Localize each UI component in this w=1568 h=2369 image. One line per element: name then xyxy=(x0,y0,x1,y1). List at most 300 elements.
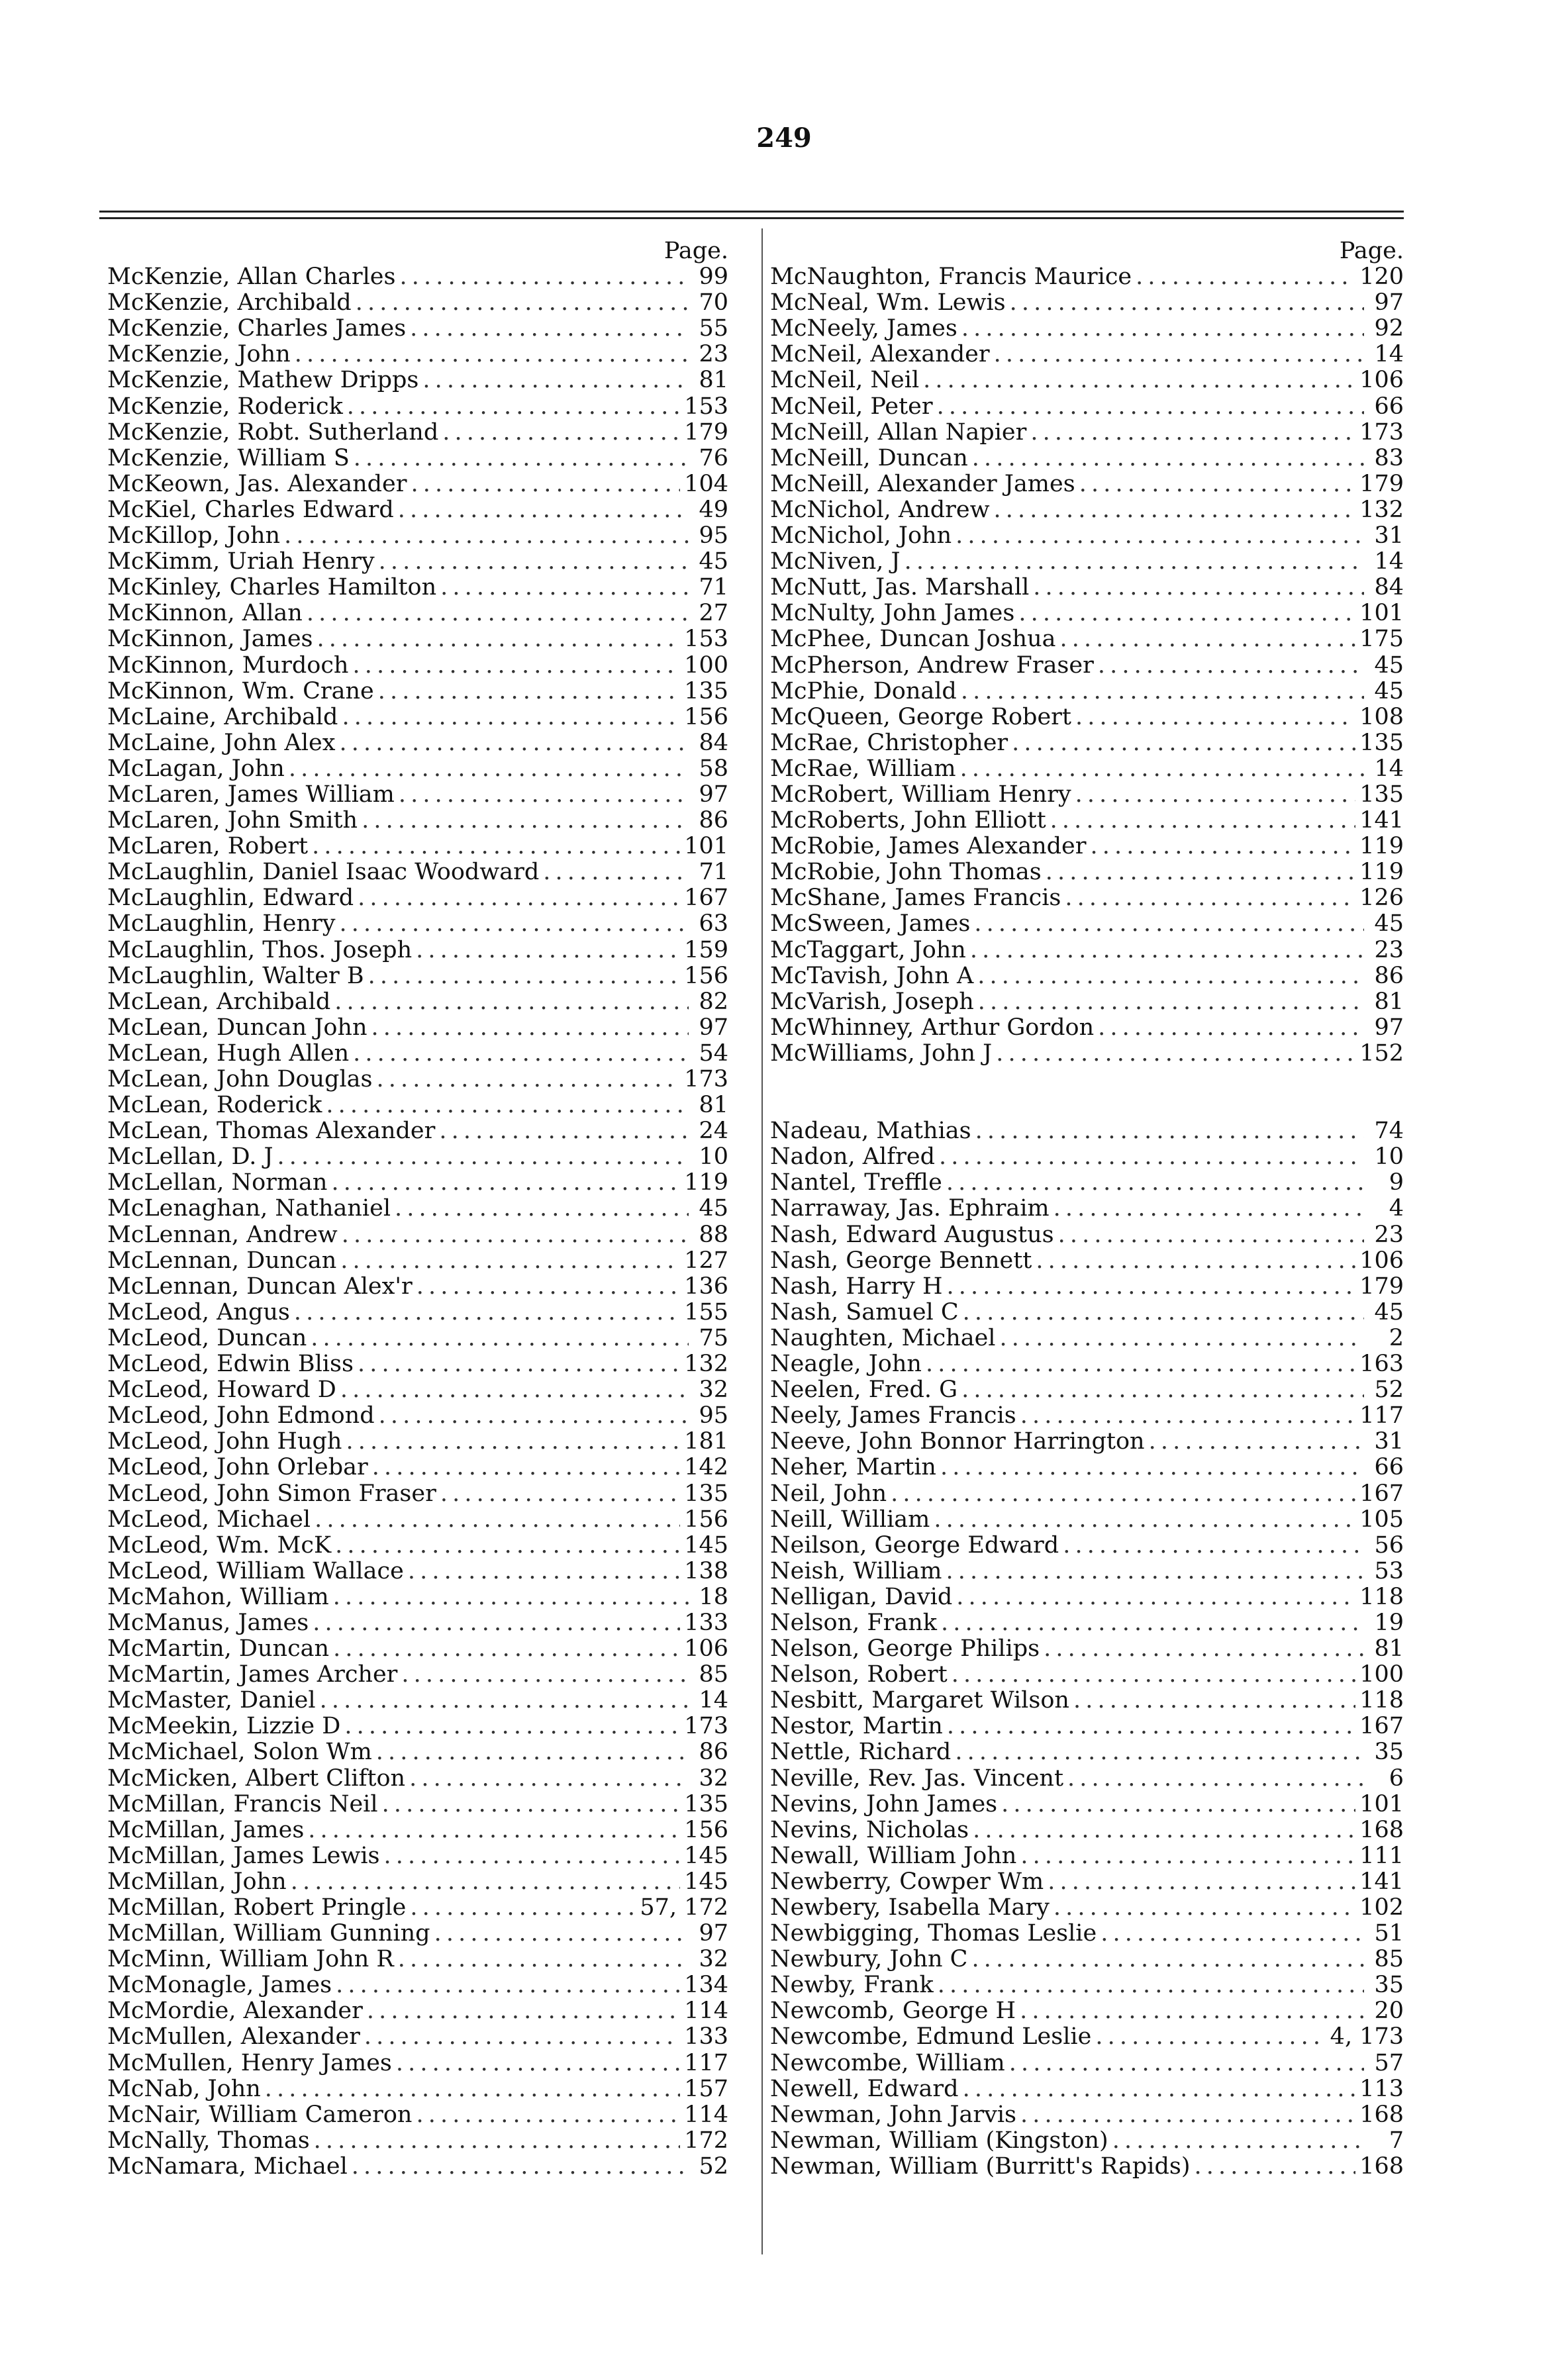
dot-leader xyxy=(367,1998,680,2024)
dot-leader xyxy=(941,1610,1364,1636)
index-entry xyxy=(107,1559,728,1584)
index-entry xyxy=(107,1688,728,1714)
index-entry xyxy=(770,523,1404,549)
dot-leader xyxy=(339,730,689,756)
index-entry xyxy=(107,1326,728,1351)
dot-leader xyxy=(939,1144,1364,1170)
entry-name: McMartin, Duncan xyxy=(107,1636,330,1663)
index-entry xyxy=(770,1817,1404,1843)
index-entry xyxy=(107,1455,728,1480)
index-entry xyxy=(107,497,728,523)
entry-name: McLeod, Duncan xyxy=(107,1325,307,1351)
entry-name: McMartin, James Archer xyxy=(107,1662,398,1688)
entry-name: McNeill, Allan Napier xyxy=(770,419,1027,446)
index-entry xyxy=(107,1248,728,1274)
entry-name: McLennan, Duncan Alex'r xyxy=(107,1273,413,1300)
index-entry xyxy=(770,1766,1404,1792)
entry-page: 155 xyxy=(684,1299,728,1326)
index-entry xyxy=(107,446,728,471)
index-entry xyxy=(107,575,728,601)
entry-page: 100 xyxy=(684,652,728,679)
entry-page: 108 xyxy=(1359,704,1404,730)
dot-leader xyxy=(362,808,689,834)
index-entry xyxy=(107,704,728,730)
entry-name: McKeown, Jas. Alexander xyxy=(107,471,407,497)
index-entry xyxy=(770,1041,1404,1067)
index-entry xyxy=(770,2051,1404,2076)
entry-page: 10 xyxy=(699,1144,728,1171)
entry-page: 106 xyxy=(1359,367,1404,394)
entry-name: McLaughlin, Henry xyxy=(107,911,336,938)
entry-page: 4, 173 xyxy=(1330,2024,1404,2051)
index-entry xyxy=(107,808,728,834)
dot-leader xyxy=(289,756,689,782)
entry-page: 101 xyxy=(684,834,728,860)
entry-page: 88 xyxy=(699,1222,728,1248)
index-entry xyxy=(107,1533,728,1559)
dot-leader xyxy=(311,1326,689,1351)
index-entry xyxy=(770,653,1404,679)
index-entry xyxy=(770,1118,1404,1144)
dot-leader xyxy=(352,653,680,679)
dot-leader xyxy=(977,963,1364,989)
entry-page: 141 xyxy=(1359,808,1404,834)
dot-leader xyxy=(376,1067,680,1092)
index-entry xyxy=(107,782,728,808)
index-entry xyxy=(770,1248,1404,1274)
index-entry xyxy=(107,523,728,549)
dot-leader xyxy=(973,1817,1355,1843)
dot-leader xyxy=(1010,290,1364,316)
entry-page: 106 xyxy=(1359,1247,1404,1274)
index-entry xyxy=(107,1584,728,1610)
entry-name: McWilliams, John J xyxy=(770,1040,993,1067)
entry-page: 82 xyxy=(699,989,728,1015)
dot-leader xyxy=(937,394,1364,420)
index-entry xyxy=(770,2024,1404,2050)
dot-leader xyxy=(956,523,1364,549)
dot-leader xyxy=(340,1248,680,1274)
entry-page: 86 xyxy=(1374,963,1404,989)
dot-leader xyxy=(1098,1015,1364,1041)
dot-leader xyxy=(442,420,680,446)
index-entry xyxy=(770,1403,1404,1429)
index-entry xyxy=(107,1998,728,2024)
entry-name: McMonagle, James xyxy=(107,1972,332,1999)
entry-name: Neilson, George Edward xyxy=(770,1532,1059,1559)
index-entry xyxy=(770,1921,1404,1947)
entry-name: McPhie, Donald xyxy=(770,678,957,704)
entry-name: McRoberts, John Elliott xyxy=(770,808,1046,834)
entry-page: 118 xyxy=(1359,1584,1404,1610)
entry-name: Newman, William (Burritt's Rapids) xyxy=(770,2153,1191,2180)
entry-name: McKinnon, Murdoch xyxy=(107,652,349,679)
entry-page: 18 xyxy=(699,1584,728,1610)
entry-name: McNeill, Duncan xyxy=(770,445,968,471)
left-column xyxy=(107,238,728,2180)
dot-leader xyxy=(354,446,689,471)
dot-leader xyxy=(307,601,689,626)
entry-page: 55 xyxy=(699,316,728,342)
index-entry xyxy=(770,2076,1404,2102)
entry-page: 52 xyxy=(1374,1377,1404,1404)
dot-leader xyxy=(410,316,689,342)
index-entry xyxy=(770,989,1404,1015)
index-entry xyxy=(770,1688,1404,1714)
entry-page: 45 xyxy=(699,1196,728,1222)
right-entries xyxy=(770,264,1404,2180)
dot-leader xyxy=(317,626,681,652)
dot-leader xyxy=(1018,601,1355,626)
index-entry xyxy=(107,1895,728,1921)
dot-leader xyxy=(410,1895,636,1921)
page-number: 249 xyxy=(756,122,812,154)
index-entry xyxy=(770,1507,1404,1533)
dot-leader xyxy=(333,1584,689,1610)
entry-page: 167 xyxy=(1359,1480,1404,1507)
dot-leader xyxy=(1020,1998,1364,2024)
dot-leader xyxy=(308,1817,680,1843)
left-page-header: Page. xyxy=(663,238,728,264)
dot-leader xyxy=(1067,1766,1364,1792)
dot-leader xyxy=(265,2076,680,2102)
entry-name: McMillan, Robert Pringle xyxy=(107,1895,407,1921)
entry-page: 100 xyxy=(1359,1662,1404,1688)
entry-page: 111 xyxy=(1359,1843,1404,1869)
index-entry xyxy=(770,1584,1404,1610)
entry-page: 71 xyxy=(699,859,728,886)
entry-page: 32 xyxy=(699,1947,728,1973)
entry-page: 66 xyxy=(1374,393,1404,420)
entry-name: Neelen, Fred. G xyxy=(770,1377,958,1404)
entry-name: McLeod, John Orlebar xyxy=(107,1455,368,1481)
index-entry xyxy=(107,1921,728,1947)
entry-page: 7 xyxy=(1389,2127,1404,2154)
entry-name: McLaine, Archibald xyxy=(107,704,338,730)
index-entry xyxy=(107,1843,728,1869)
index-entry xyxy=(770,420,1404,446)
index-entry xyxy=(107,679,728,704)
dot-leader xyxy=(952,1662,1355,1688)
index-entry xyxy=(770,575,1404,601)
index-entry xyxy=(107,2024,728,2050)
entry-page: 179 xyxy=(1359,471,1404,497)
dot-leader xyxy=(1030,420,1355,446)
entry-name: McNeal, Wm. Lewis xyxy=(770,290,1006,316)
entry-name: McMillan, William Gunning xyxy=(107,1921,430,1947)
entry-page: 81 xyxy=(699,367,728,394)
entry-name: McKenzie, Mathew Dripps xyxy=(107,367,419,394)
entry-name: Nadeau, Mathias xyxy=(770,1118,971,1145)
index-entry xyxy=(107,420,728,446)
left-entries xyxy=(107,264,728,2180)
entry-name: McLaughlin, Thos. Joseph xyxy=(107,937,413,963)
dot-leader xyxy=(314,2128,681,2154)
index-entry xyxy=(107,601,728,626)
entry-page: 179 xyxy=(1359,1273,1404,1300)
entry-name: Nadon, Alfred xyxy=(770,1144,936,1171)
entry-page: 4 xyxy=(1389,1196,1404,1222)
entry-page: 53 xyxy=(1374,1558,1404,1584)
dot-leader xyxy=(994,342,1364,367)
dot-leader xyxy=(1063,1533,1364,1559)
index-entry xyxy=(770,1170,1404,1196)
entry-name: Newall, William John xyxy=(770,1843,1017,1869)
entry-page: 32 xyxy=(699,1377,728,1404)
entry-name: McRae, William xyxy=(770,755,956,782)
index-entry xyxy=(107,1792,728,1817)
dot-leader xyxy=(411,471,680,497)
index-entry xyxy=(107,1092,728,1118)
index-entry xyxy=(770,679,1404,704)
entry-page: 168 xyxy=(1359,2102,1404,2128)
header-rule-top xyxy=(99,211,1404,213)
entry-name: McLaughlin, Daniel Isaac Woodward xyxy=(107,859,540,886)
index-entry xyxy=(107,938,728,963)
entry-page: 23 xyxy=(1374,1222,1404,1248)
index-entry xyxy=(107,367,728,393)
entry-name: McTavish, John A xyxy=(770,963,974,989)
entry-name: McWhinney, Arthur Gordon xyxy=(770,1014,1095,1041)
index-entry xyxy=(770,1636,1404,1662)
entry-name: Neill, William xyxy=(770,1506,930,1533)
dot-leader xyxy=(346,1429,680,1455)
dot-leader xyxy=(956,1584,1355,1610)
entry-name: McKenzie, John xyxy=(107,342,291,368)
dot-leader xyxy=(1101,1921,1364,1947)
dot-leader xyxy=(379,1403,689,1429)
index-entry xyxy=(770,316,1404,342)
dot-leader xyxy=(1033,575,1364,601)
entry-name: McKinley, Charles Hamilton xyxy=(107,575,437,601)
entry-page: 179 xyxy=(684,419,728,446)
dot-leader xyxy=(961,679,1364,704)
index-entry xyxy=(770,1662,1404,1688)
entry-name: McRobert, William Henry xyxy=(770,781,1071,808)
index-entry xyxy=(770,1792,1404,1817)
dot-leader xyxy=(340,1377,689,1403)
entry-page: 173 xyxy=(1359,419,1404,446)
entry-page: 92 xyxy=(1374,316,1404,342)
index-entry xyxy=(107,626,728,652)
entry-name: Neeve, John Bonnor Harrington xyxy=(770,1429,1145,1455)
dot-leader xyxy=(422,367,689,393)
entry-name: McLean, Duncan John xyxy=(107,1014,368,1041)
entry-name: Nelligan, David xyxy=(770,1584,953,1610)
entry-page: 97 xyxy=(699,781,728,808)
dot-leader xyxy=(440,1481,680,1507)
dot-leader xyxy=(378,679,680,704)
entry-page: 119 xyxy=(1359,859,1404,886)
entry-page: 113 xyxy=(1359,2076,1404,2102)
entry-name: McMinn, William John R xyxy=(107,1947,394,1973)
entry-name: Newbigging, Thomas Leslie xyxy=(770,1921,1097,1947)
entry-page: 70 xyxy=(699,290,728,316)
entry-page: 117 xyxy=(1359,1403,1404,1429)
entry-name: McNally, Thomas xyxy=(107,2127,310,2154)
dot-leader xyxy=(416,1274,680,1300)
dot-leader xyxy=(543,859,689,885)
entry-page: 2 xyxy=(1389,1325,1404,1351)
entry-name: McShane, James Francis xyxy=(770,885,1061,912)
entry-name: Newbery, Isabella Mary xyxy=(770,1895,1050,1921)
entry-page: 157 xyxy=(684,2076,728,2102)
index-entry xyxy=(107,885,728,911)
dot-leader xyxy=(1000,1326,1365,1351)
dot-leader xyxy=(440,575,689,601)
index-entry xyxy=(107,1662,728,1688)
entry-page: 35 xyxy=(1374,1972,1404,1999)
header-rule-bottom xyxy=(99,217,1404,219)
dot-leader xyxy=(336,1972,680,1998)
entry-page: 132 xyxy=(1359,497,1404,523)
entry-page: 14 xyxy=(1374,755,1404,782)
entry-page: 83 xyxy=(1374,445,1404,471)
entry-page: 153 xyxy=(684,393,728,420)
index-entry xyxy=(770,601,1404,626)
index-entry xyxy=(107,1714,728,1739)
dot-leader xyxy=(947,1714,1355,1739)
dot-leader xyxy=(356,290,689,316)
index-entry xyxy=(107,730,728,756)
entry-page: 156 xyxy=(684,704,728,730)
dot-leader xyxy=(1036,1248,1355,1274)
index-entry xyxy=(770,1067,1404,1092)
index-entry xyxy=(770,1481,1404,1507)
entry-name: McLeod, Edwin Bliss xyxy=(107,1351,354,1378)
entry-name: McMillan, John xyxy=(107,1868,287,1895)
dot-leader xyxy=(364,2024,680,2050)
dot-leader xyxy=(961,316,1364,342)
dot-leader xyxy=(946,1559,1364,1584)
entry-page: 104 xyxy=(684,471,728,497)
entry-name: McSween, James xyxy=(770,911,971,938)
entry-page: 119 xyxy=(684,1170,728,1196)
dot-leader xyxy=(996,1041,1355,1067)
entry-page: 95 xyxy=(699,1403,728,1429)
dot-leader xyxy=(340,911,689,937)
index-entry xyxy=(770,1533,1404,1559)
entry-name: Newcombe, Edmund Leslie xyxy=(770,2024,1092,2051)
entry-page: 133 xyxy=(684,2024,728,2051)
entry-page: 175 xyxy=(1359,626,1404,653)
entry-page: 134 xyxy=(684,1972,728,1999)
index-entry xyxy=(107,911,728,937)
dot-leader xyxy=(963,2076,1356,2102)
index-entry xyxy=(770,938,1404,963)
dot-leader xyxy=(1098,653,1364,679)
entry-name: Narraway, Jas. Ephraim xyxy=(770,1196,1050,1222)
index-entry xyxy=(107,1274,728,1300)
dot-leader xyxy=(358,885,680,911)
dot-leader xyxy=(371,1015,689,1041)
entry-name: McLean, Hugh Allen xyxy=(107,1040,350,1067)
entry-page: 105 xyxy=(1359,1506,1404,1533)
entry-name: McLean, Roderick xyxy=(107,1092,322,1119)
entry-name: Neher, Martin xyxy=(770,1455,936,1481)
entry-name: McRobie, John Thomas xyxy=(770,859,1042,886)
dot-leader xyxy=(344,1714,680,1739)
dot-leader xyxy=(1020,1403,1356,1429)
index-entry xyxy=(107,471,728,497)
entry-page: 84 xyxy=(1374,575,1404,601)
entry-name: McMordie, Alexander xyxy=(107,1998,363,2025)
entry-name: McLagan, John xyxy=(107,755,285,782)
dot-leader xyxy=(1095,2024,1326,2050)
entry-name: McMullen, Henry James xyxy=(107,2050,392,2076)
dot-leader xyxy=(335,1533,680,1559)
entry-name: McNeil, Neil xyxy=(770,367,920,394)
dot-leader xyxy=(926,1351,1355,1377)
index-entry xyxy=(107,1067,728,1092)
entry-name: Newman, William (Kingston) xyxy=(770,2127,1108,2154)
entry-page: 102 xyxy=(1359,1895,1404,1921)
dot-leader xyxy=(1091,834,1356,859)
dot-leader xyxy=(963,1300,1364,1326)
entry-page: 119 xyxy=(1359,834,1404,860)
index-entry xyxy=(770,885,1404,911)
index-entry xyxy=(770,1144,1404,1170)
dot-leader xyxy=(1020,1843,1355,1869)
dot-leader xyxy=(383,1843,680,1869)
entry-page: 24 xyxy=(699,1118,728,1145)
dot-leader xyxy=(416,938,680,963)
entry-name: Newby, Frank xyxy=(770,1972,934,1999)
entry-page: 133 xyxy=(684,1610,728,1636)
index-entry xyxy=(770,497,1404,523)
index-entry xyxy=(770,342,1404,367)
index-entry xyxy=(107,1015,728,1041)
index-entry xyxy=(770,859,1404,885)
dot-leader xyxy=(1001,1792,1355,1817)
dot-leader xyxy=(1060,626,1356,652)
entry-name: McLeod, Howard D xyxy=(107,1377,336,1404)
entry-name: McPherson, Andrew Fraser xyxy=(770,652,1094,679)
index-entry xyxy=(770,626,1404,652)
entry-page: 173 xyxy=(684,1714,728,1740)
index-entry xyxy=(107,2154,728,2180)
entry-name: McLenaghan, Nathaniel xyxy=(107,1196,391,1222)
entry-name: McKenzie, Archibald xyxy=(107,290,352,316)
entry-page: 56 xyxy=(1374,1532,1404,1559)
entry-name: Neish, William xyxy=(770,1558,942,1584)
dot-leader xyxy=(1149,1429,1364,1455)
entry-name: McNichol, Andrew xyxy=(770,497,990,523)
index-entry xyxy=(107,1351,728,1377)
dot-leader xyxy=(1075,782,1356,808)
entry-name: Nantel, Treffle xyxy=(770,1170,942,1196)
entry-name: Newcombe, William xyxy=(770,2050,1005,2076)
entry-page: 31 xyxy=(1374,1429,1404,1455)
entry-name: McLaughlin, Walter B xyxy=(107,963,364,989)
index-entry xyxy=(107,1222,728,1248)
entry-name: Nevins, Nicholas xyxy=(770,1817,969,1843)
dot-leader xyxy=(1044,1636,1364,1662)
index-entry xyxy=(107,1403,728,1429)
entry-page: 135 xyxy=(1359,781,1404,808)
index-entry xyxy=(770,1196,1404,1222)
dot-leader xyxy=(1136,264,1355,290)
index-entry xyxy=(770,1274,1404,1300)
entry-name: McKenzie, Allan Charles xyxy=(107,264,396,291)
entry-name: Nevins, John James xyxy=(770,1791,998,1817)
entry-page: 76 xyxy=(699,445,728,471)
entry-page: 14 xyxy=(699,1688,728,1714)
entry-page: 75 xyxy=(699,1325,728,1351)
entry-page: 120 xyxy=(1359,264,1404,291)
entry-name: Nelson, Robert xyxy=(770,1662,948,1688)
index-entry xyxy=(107,1196,728,1222)
